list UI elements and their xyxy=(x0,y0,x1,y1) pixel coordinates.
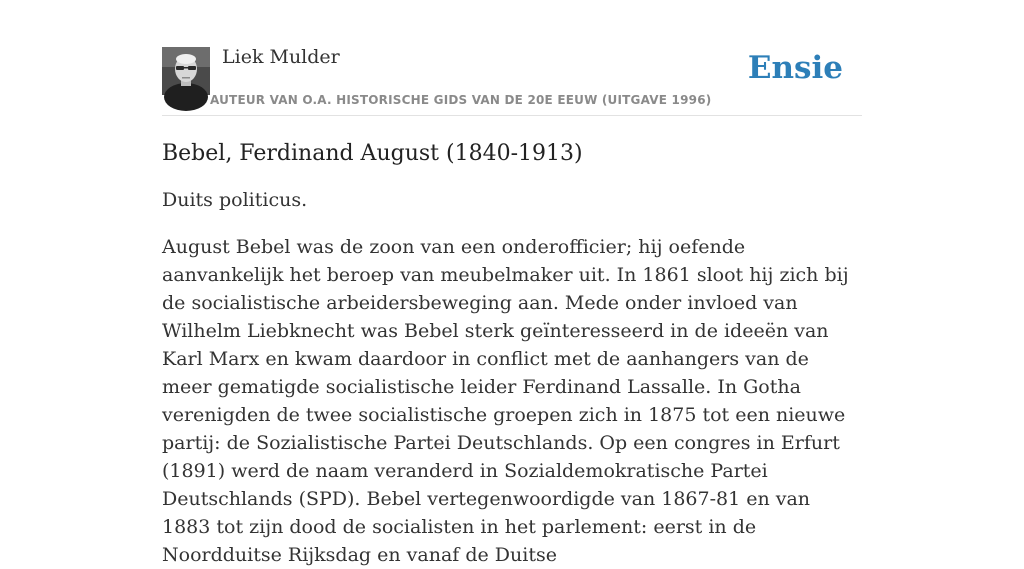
author-portrait-image xyxy=(162,47,210,95)
article-subtitle: Duits politicus. xyxy=(162,189,308,211)
author-header xyxy=(162,44,862,116)
author-bio: AUTEUR VAN O.A. HISTORISCHE GIDS VAN DE 20E EEUW (UITGAVE 1996) xyxy=(210,93,712,107)
author-name[interactable]: Liek Mulder xyxy=(222,46,340,68)
author-avatar[interactable] xyxy=(162,47,210,95)
ensie-logo[interactable]: Ensie xyxy=(747,50,843,86)
article-body-paragraph: August Bebel was de zoon van een onderofficier; hij oefende aanvankelijk het beroep van meubelmaker uit. In 1861 sloot hij zich bij de socialistische arbeidersbeweging aan. Mede onder invloed van Wilhelm Liebknecht was Bebel sterk geïnteresseerd in de ideeën van Karl Marx en kwam daardoor in conflict met de aanhangers van de meer gematigde socialistische leider Ferdinand Lassalle. In Gotha verenigden de twee socialistische groepen zich in 1875 tot een nieuwe partij: de Sozialistische Partei Deutschlands. Op een congres in Erfurt (1891) werd de naam veranderd in Sozialdemokratische Partei Deutschlands (SPD). Bebel vertegenwoordigde van 1867-81 en van 1883 tot zijn dood de socialisten in het parlement: eerst in de Noordduitse Rijksdag en vanaf de Duitse xyxy=(162,236,849,566)
article-title: Bebel, Ferdinand August (1840-1913) xyxy=(162,141,583,166)
article xyxy=(162,136,862,569)
